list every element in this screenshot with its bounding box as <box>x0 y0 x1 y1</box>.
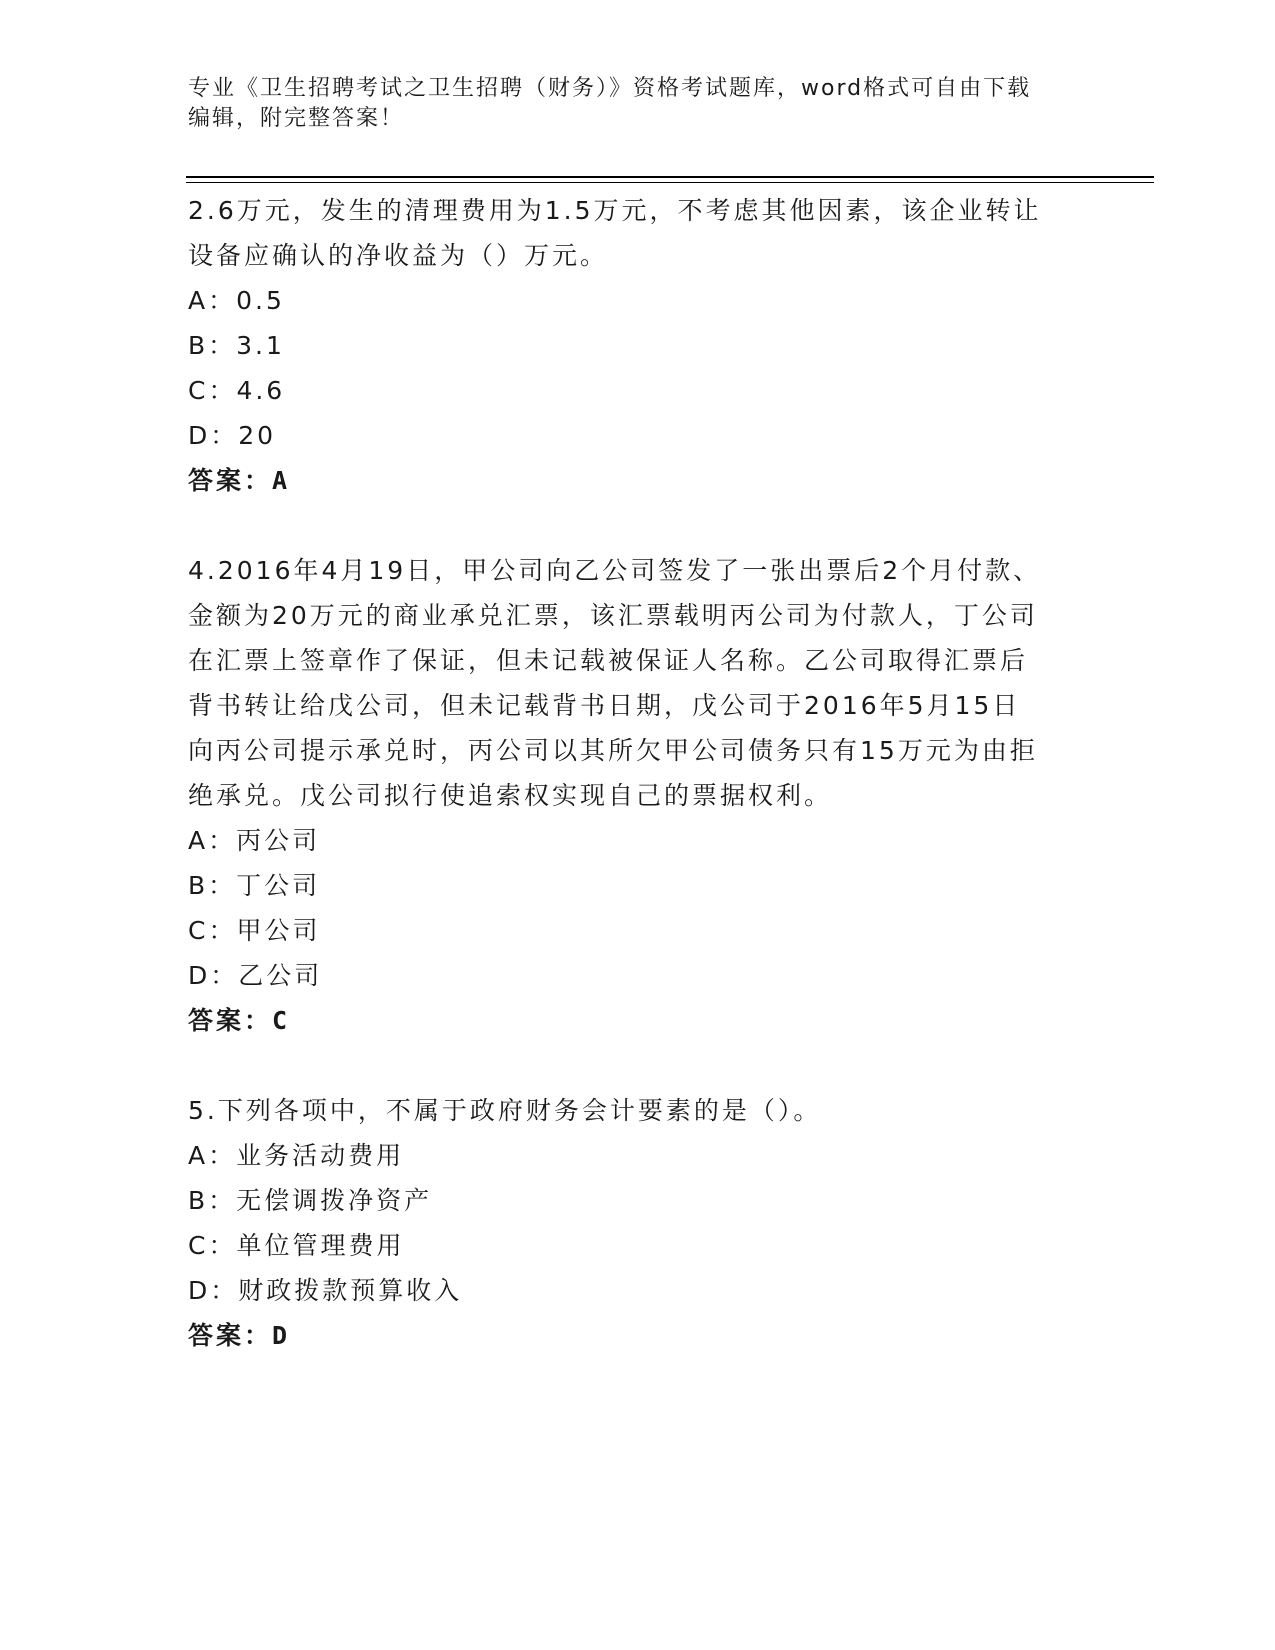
option-c: C：单位管理费用 <box>188 1231 405 1260</box>
option-d: D：财政拨款预算收入 <box>188 1276 463 1305</box>
answer-line <box>188 458 1088 503</box>
question-text-line: 在汇票上签章作了保证，但未记载被保证人名称。乙公司取得汇票后 <box>188 646 1029 675</box>
question-text-line: 背书转让给戊公司，但未记载背书日期，戊公司于2016年5月15日 <box>188 691 1021 720</box>
header-line-1: 专业《卫生招聘考试之卫生招聘（财务）》资格考试题库，word格式可自由下载 <box>188 76 1032 101</box>
spacer <box>188 503 1088 548</box>
answer-label: 答案： <box>188 1006 273 1035</box>
option-d: D：20 <box>188 421 277 450</box>
header-rule-thin <box>186 182 1154 183</box>
option-a: A：业务活动费用 <box>188 1141 405 1170</box>
answer-value: A <box>272 466 289 495</box>
question-text-line: 绝承兑。戊公司拟行使追索权实现自己的票据权利。 <box>188 781 833 810</box>
answer-line <box>188 1313 1088 1358</box>
spacer <box>188 1043 1088 1088</box>
answer-label: 答案： <box>188 466 273 495</box>
question-text-line: 4.2016年4月19日，甲公司向乙公司签发了一张出票后2个月付款、 <box>188 556 1042 585</box>
question-text-line: 金额为20万元的商业承兑汇票，该汇票载明丙公司为付款人，丁公司 <box>188 601 1038 630</box>
option-d: D：乙公司 <box>188 961 323 990</box>
option-b: B：丁公司 <box>188 871 321 900</box>
answer-value: C <box>272 1006 289 1035</box>
option-c: C：4.6 <box>188 376 286 405</box>
option-a: A：丙公司 <box>188 826 321 855</box>
option-b: B：3.1 <box>188 331 285 360</box>
question-text-line: 5.下列各项中，不属于政府财务会计要素的是（）。 <box>188 1096 822 1125</box>
question-block <box>188 548 1088 1043</box>
header-rule-thick <box>186 176 1154 178</box>
question-list <box>188 188 1088 1358</box>
option-b: B：无偿调拨净资产 <box>188 1186 433 1215</box>
answer-label: 答案： <box>188 1321 273 1350</box>
document-header <box>188 74 1088 134</box>
answer-line <box>188 998 1088 1043</box>
question-block <box>188 1088 1088 1358</box>
question-text-line: 2.6万元，发生的清理费用为1.5万元，不考虑其他因素，该企业转让 <box>188 196 1042 225</box>
header-line-2: 编辑，附完整答案！ <box>188 106 405 131</box>
option-c: C：甲公司 <box>188 916 321 945</box>
question-block <box>188 188 1088 503</box>
answer-value: D <box>272 1321 289 1350</box>
question-text-line: 向丙公司提示承兑时，丙公司以其所欠甲公司债务只有15万元为由拒 <box>188 736 1038 765</box>
option-a: A：0.5 <box>188 286 285 315</box>
question-text-line: 设备应确认的净收益为（）万元。 <box>188 241 609 270</box>
